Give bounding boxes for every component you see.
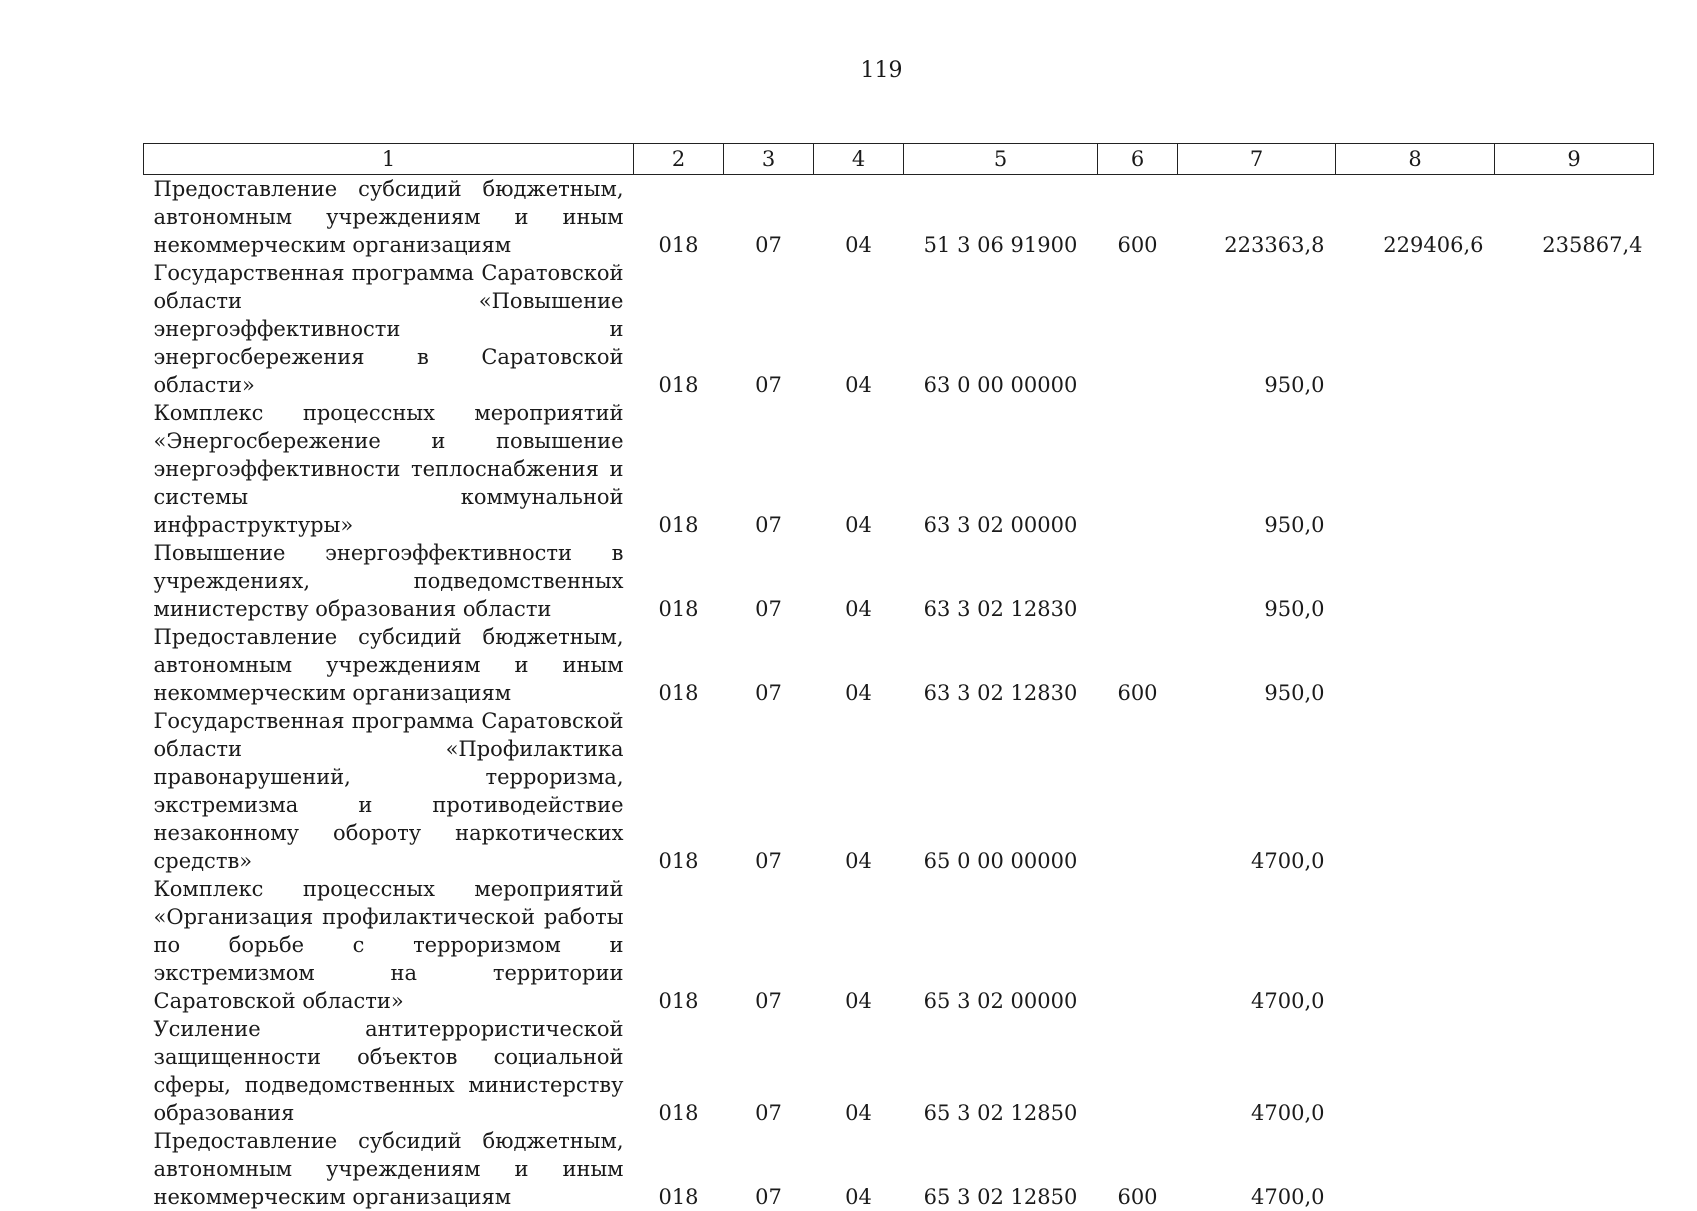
- row-subsection-code: 04: [845, 233, 872, 257]
- row-subsection-code: 04: [845, 1101, 872, 1125]
- row-ministry-code: 018: [658, 849, 699, 873]
- row-amount-col8: [1336, 707, 1495, 875]
- row-ministry-code: 018: [658, 1101, 699, 1125]
- row-target-article: 51 3 06 91900: [923, 233, 1078, 257]
- row-description: Усиление антитеррористической защищенности объектов социальной сферы, подведомственных министерству образования: [153, 1017, 624, 1125]
- budget-table: [143, 143, 1654, 1211]
- row-target-article: 65 0 00 00000: [923, 849, 1078, 873]
- row-amount-col9: [1495, 1015, 1654, 1127]
- row-amount-col7: 950,0: [1264, 597, 1325, 621]
- row-section-code: 07: [755, 989, 782, 1013]
- row-ministry-code: 018: [658, 597, 699, 621]
- table-row: [144, 875, 1654, 1015]
- col-header-4: 4: [814, 144, 904, 175]
- row-amount-col8: 229406,6: [1383, 233, 1484, 257]
- row-section-code: 07: [755, 233, 782, 257]
- row-expense-type: [1098, 707, 1178, 875]
- row-expense-type: [1098, 399, 1178, 539]
- row-amount-col8: [1336, 1127, 1495, 1211]
- row-ministry-code: 018: [658, 233, 699, 257]
- row-description: Комплекс процессных мероприятий «Энергосбережение и повышение энергоэффективности теплоснабжения и системы коммунальной инфраструктуры»: [153, 401, 624, 537]
- row-expense-type: [1098, 539, 1178, 623]
- row-amount-col9: [1495, 875, 1654, 1015]
- row-amount-col9: [1495, 399, 1654, 539]
- row-target-article: 65 3 02 12850: [923, 1185, 1078, 1209]
- row-expense-type: [1098, 875, 1178, 1015]
- row-ministry-code: 018: [658, 989, 699, 1013]
- table-header-row: [144, 144, 1654, 175]
- row-subsection-code: 04: [845, 989, 872, 1013]
- row-subsection-code: 04: [845, 597, 872, 621]
- row-amount-col9: [1495, 539, 1654, 623]
- row-ministry-code: 018: [658, 373, 699, 397]
- row-subsection-code: 04: [845, 849, 872, 873]
- row-subsection-code: 04: [845, 373, 872, 397]
- table-row: [144, 623, 1654, 707]
- row-subsection-code: 04: [845, 1185, 872, 1209]
- row-expense-type: 600: [1117, 233, 1158, 257]
- row-amount-col8: [1336, 875, 1495, 1015]
- row-expense-type: [1098, 1015, 1178, 1127]
- table-row: [144, 175, 1654, 260]
- row-target-article: 65 3 02 00000: [923, 989, 1078, 1013]
- row-amount-col7: 4700,0: [1251, 1101, 1325, 1125]
- row-amount-col8: [1336, 539, 1495, 623]
- row-amount-col7: 950,0: [1264, 373, 1325, 397]
- row-ministry-code: 018: [658, 513, 699, 537]
- row-amount-col9: [1495, 1127, 1654, 1211]
- row-ministry-code: 018: [658, 1185, 699, 1209]
- row-subsection-code: 04: [845, 681, 872, 705]
- row-amount-col7: 4700,0: [1251, 989, 1325, 1013]
- row-target-article: 63 0 00 00000: [923, 373, 1078, 397]
- row-description: Государственная программа Саратовской области «Профилактика правонарушений, терроризма, экстремизма и противодействие незаконному обороту наркотических средств»: [153, 709, 624, 873]
- col-header-2: 2: [634, 144, 724, 175]
- row-amount-col9: 235867,4: [1542, 233, 1643, 257]
- col-header-3: 3: [724, 144, 814, 175]
- row-target-article: 63 3 02 12830: [923, 681, 1078, 705]
- table-row: [144, 1015, 1654, 1127]
- page-number: 119: [860, 58, 903, 83]
- row-amount-col7: 4700,0: [1251, 1185, 1325, 1209]
- row-section-code: 07: [755, 597, 782, 621]
- row-amount-col8: [1336, 259, 1495, 399]
- row-amount-col8: [1336, 399, 1495, 539]
- row-target-article: 63 3 02 00000: [923, 513, 1078, 537]
- table-row: [144, 259, 1654, 399]
- col-header-9: 9: [1495, 144, 1654, 175]
- row-target-article: 65 3 02 12850: [923, 1101, 1078, 1125]
- table-row: [144, 707, 1654, 875]
- col-header-7: 7: [1178, 144, 1336, 175]
- table-row: [144, 539, 1654, 623]
- row-amount-col8: [1336, 1015, 1495, 1127]
- row-section-code: 07: [755, 1185, 782, 1209]
- row-subsection-code: 04: [845, 513, 872, 537]
- row-expense-type: 600: [1117, 681, 1158, 705]
- row-amount-col8: [1336, 623, 1495, 707]
- row-amount-col7: 223363,8: [1224, 233, 1325, 257]
- row-amount-col7: 950,0: [1264, 513, 1325, 537]
- row-description: Государственная программа Саратовской области «Повышение энергоэффективности и энергосбережения в Саратовской области»: [153, 261, 624, 397]
- row-expense-type: [1098, 259, 1178, 399]
- table-row: [144, 1127, 1654, 1211]
- col-header-1: 1: [144, 144, 634, 175]
- row-description: Предоставление субсидий бюджетным, автономным учреждениям и иным некоммерческим организациям: [153, 625, 624, 705]
- row-section-code: 07: [755, 513, 782, 537]
- row-amount-col9: [1495, 259, 1654, 399]
- row-target-article: 63 3 02 12830: [923, 597, 1078, 621]
- row-description: Комплекс процессных мероприятий «Организация профилактической работы по борьбе с терроризмом и экстремизмом на территории Саратовской области»: [153, 877, 624, 1013]
- row-description: Повышение энергоэффективности в учреждениях, подведомственных министерству образования области: [153, 541, 624, 621]
- row-section-code: 07: [755, 681, 782, 705]
- row-ministry-code: 018: [658, 681, 699, 705]
- col-header-5: 5: [904, 144, 1098, 175]
- row-amount-col7: 4700,0: [1251, 849, 1325, 873]
- table-row: [144, 399, 1654, 539]
- row-description: Предоставление субсидий бюджетным, автономным учреждениям и иным некоммерческим организациям: [153, 1129, 624, 1209]
- col-header-6: 6: [1098, 144, 1178, 175]
- col-header-8: 8: [1336, 144, 1495, 175]
- row-section-code: 07: [755, 1101, 782, 1125]
- row-description: Предоставление субсидий бюджетным, автономным учреждениям и иным некоммерческим организациям: [153, 177, 624, 257]
- row-expense-type: 600: [1117, 1185, 1158, 1209]
- row-section-code: 07: [755, 373, 782, 397]
- row-section-code: 07: [755, 849, 782, 873]
- row-amount-col7: 950,0: [1264, 681, 1325, 705]
- row-amount-col9: [1495, 707, 1654, 875]
- row-amount-col9: [1495, 623, 1654, 707]
